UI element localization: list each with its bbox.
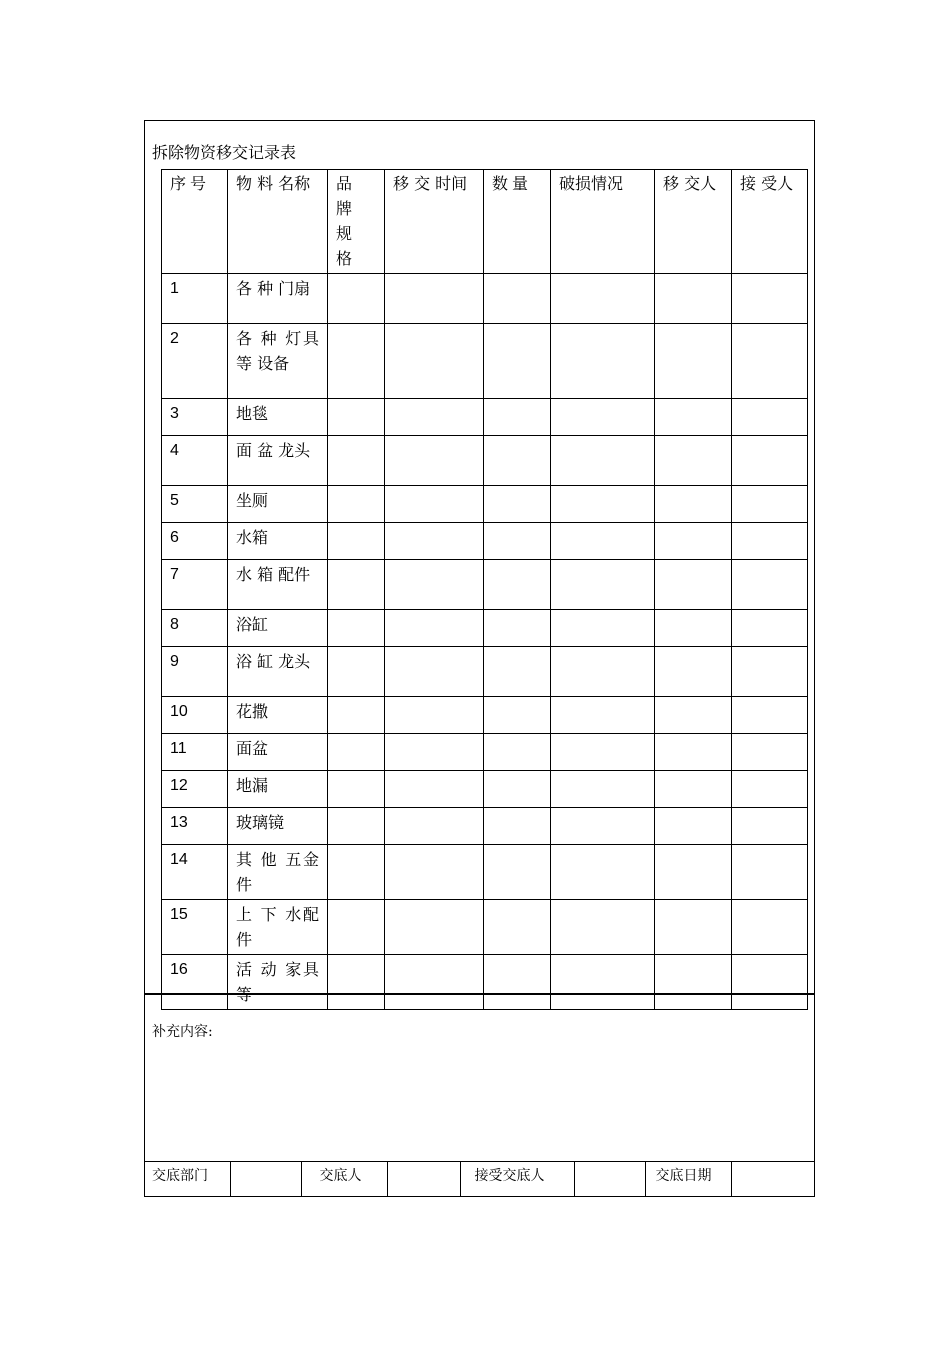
footer-receiver-field[interactable] [574, 1162, 645, 1198]
header-damage: 破损情况 [551, 170, 655, 274]
row-quantity-cell[interactable] [484, 399, 551, 436]
row-material-name: 花撒 [228, 697, 328, 734]
row-seq: 4 [162, 436, 228, 486]
row-receiver-cell[interactable] [732, 274, 808, 324]
row-transfer-time-cell[interactable] [385, 697, 484, 734]
row-handover-person-cell[interactable] [655, 436, 732, 486]
row-damage-cell[interactable] [551, 610, 655, 647]
row-damage-cell[interactable] [551, 274, 655, 324]
row-handover-person-cell[interactable] [655, 399, 732, 436]
footer-receiver-label: 接受交底人 [460, 1162, 574, 1198]
table-row [162, 734, 808, 771]
row-material-name: 各 种 门扇 [228, 274, 328, 324]
row-brand-spec-cell[interactable] [328, 274, 385, 324]
row-transfer-time-cell[interactable] [385, 900, 484, 955]
row-seq: 9 [162, 647, 228, 697]
table-row [162, 523, 808, 560]
row-handover-person-cell[interactable] [655, 734, 732, 771]
row-transfer-time-cell[interactable] [385, 771, 484, 808]
row-material-name: 其 他 五金件 [228, 845, 328, 900]
row-transfer-time-cell[interactable] [385, 560, 484, 610]
row-quantity-cell[interactable] [484, 560, 551, 610]
row-material-name: 面 盆 龙头 [228, 436, 328, 486]
header-handover-person: 移 交人 [655, 170, 732, 274]
materials-table [161, 169, 808, 1010]
row-receiver-cell[interactable] [732, 900, 808, 955]
table-row [162, 771, 808, 808]
footer-person-field[interactable] [387, 1162, 460, 1198]
row-quantity-cell[interactable] [484, 324, 551, 399]
row-brand-spec-cell[interactable] [328, 560, 385, 610]
row-receiver-cell[interactable] [732, 697, 808, 734]
row-material-name: 活 动 家具等 [228, 955, 328, 1010]
row-seq: 2 [162, 324, 228, 399]
row-handover-person-cell[interactable] [655, 647, 732, 697]
row-brand-spec-cell[interactable] [328, 808, 385, 845]
row-brand-spec-cell[interactable] [328, 955, 385, 1010]
row-damage-cell[interactable] [551, 808, 655, 845]
header-quantity: 数量 [484, 170, 551, 274]
footer-date-field[interactable] [731, 1162, 815, 1198]
footer-dept-label: 交底部门 [144, 1162, 230, 1198]
row-material-name: 各 种 灯具 等 设备 [228, 324, 328, 399]
row-receiver-cell[interactable] [732, 610, 808, 647]
form-title: 拆除物资移交记录表 [152, 143, 297, 162]
row-transfer-time-cell[interactable] [385, 647, 484, 697]
row-damage-cell[interactable] [551, 399, 655, 436]
row-receiver-cell[interactable] [732, 955, 808, 1010]
row-material-name: 浴 缸 龙头 [228, 647, 328, 697]
table-row [162, 560, 808, 610]
row-brand-spec-cell[interactable] [328, 523, 385, 560]
row-quantity-cell[interactable] [484, 697, 551, 734]
row-material-name: 玻璃镜 [228, 808, 328, 845]
table-row [162, 274, 808, 324]
row-seq: 6 [162, 523, 228, 560]
row-transfer-time-cell[interactable] [385, 610, 484, 647]
table-header-row [162, 170, 808, 274]
table-row [162, 610, 808, 647]
table-row [162, 486, 808, 523]
row-brand-spec-cell[interactable] [328, 610, 385, 647]
table-row [162, 808, 808, 845]
row-receiver-cell[interactable] [732, 523, 808, 560]
row-material-name: 坐厕 [228, 486, 328, 523]
row-receiver-cell[interactable] [732, 399, 808, 436]
row-receiver-cell[interactable] [732, 845, 808, 900]
table-row [162, 845, 808, 900]
row-brand-spec-cell[interactable] [328, 845, 385, 900]
row-damage-cell[interactable] [551, 523, 655, 560]
row-receiver-cell[interactable] [732, 734, 808, 771]
header-material-name: 物 料 名称 [228, 170, 328, 274]
row-damage-cell[interactable] [551, 697, 655, 734]
row-handover-person-cell[interactable] [655, 845, 732, 900]
row-receiver-cell[interactable] [732, 808, 808, 845]
row-receiver-cell[interactable] [732, 486, 808, 523]
row-transfer-time-cell[interactable] [385, 523, 484, 560]
row-damage-cell[interactable] [551, 771, 655, 808]
row-brand-spec-cell[interactable] [328, 647, 385, 697]
row-brand-spec-cell[interactable] [328, 324, 385, 399]
row-material-name: 地毯 [228, 399, 328, 436]
row-seq: 12 [162, 771, 228, 808]
row-damage-cell[interactable] [551, 324, 655, 399]
row-material-name: 水箱 [228, 523, 328, 560]
row-handover-person-cell[interactable] [655, 610, 732, 647]
row-seq: 8 [162, 610, 228, 647]
row-brand-spec-cell[interactable] [328, 734, 385, 771]
row-handover-person-cell[interactable] [655, 900, 732, 955]
row-material-name: 水 箱 配件 [228, 560, 328, 610]
header-seq: 序号 [162, 170, 228, 274]
header-transfer-time: 移 交 时间 [385, 170, 484, 274]
row-damage-cell[interactable] [551, 647, 655, 697]
row-seq: 13 [162, 808, 228, 845]
section-divider [144, 993, 815, 995]
header-brand-spec: 品牌规格 [328, 170, 385, 274]
row-receiver-cell[interactable] [732, 324, 808, 399]
row-receiver-cell[interactable] [732, 560, 808, 610]
row-seq: 3 [162, 399, 228, 436]
row-material-name: 面盆 [228, 734, 328, 771]
row-quantity-cell[interactable] [484, 955, 551, 1010]
row-handover-person-cell[interactable] [655, 697, 732, 734]
row-receiver-cell[interactable] [732, 647, 808, 697]
row-receiver-cell[interactable] [732, 436, 808, 486]
table-row [162, 900, 808, 955]
table-row [162, 697, 808, 734]
table-row [162, 647, 808, 697]
row-handover-person-cell[interactable] [655, 560, 732, 610]
row-seq: 10 [162, 697, 228, 734]
row-damage-cell[interactable] [551, 845, 655, 900]
row-brand-spec-cell[interactable] [328, 399, 385, 436]
row-material-name: 上 下 水配件 [228, 900, 328, 955]
footer-date-label: 交底日期 [645, 1162, 731, 1198]
row-transfer-time-cell[interactable] [385, 845, 484, 900]
row-transfer-time-cell[interactable] [385, 955, 484, 1010]
row-damage-cell[interactable] [551, 900, 655, 955]
row-seq: 5 [162, 486, 228, 523]
row-damage-cell[interactable] [551, 436, 655, 486]
row-material-name: 浴缸 [228, 610, 328, 647]
row-quantity-cell[interactable] [484, 610, 551, 647]
row-handover-person-cell[interactable] [655, 523, 732, 560]
row-quantity-cell[interactable] [484, 845, 551, 900]
row-transfer-time-cell[interactable] [385, 734, 484, 771]
supplement-label: 补充内容: [152, 1024, 213, 1040]
footer-dept-field[interactable] [230, 1162, 301, 1198]
row-damage-cell[interactable] [551, 560, 655, 610]
row-seq: 11 [162, 734, 228, 771]
row-quantity-cell[interactable] [484, 436, 551, 486]
row-brand-spec-cell[interactable] [328, 771, 385, 808]
footer-person-label: 交底人 [301, 1162, 387, 1198]
footer-table [144, 1161, 815, 1197]
row-seq: 7 [162, 560, 228, 610]
row-damage-cell[interactable] [551, 955, 655, 1010]
row-transfer-time-cell[interactable] [385, 324, 484, 399]
row-quantity-cell[interactable] [484, 900, 551, 955]
row-seq: 14 [162, 845, 228, 900]
row-brand-spec-cell[interactable] [328, 900, 385, 955]
row-damage-cell[interactable] [551, 734, 655, 771]
row-seq: 1 [162, 274, 228, 324]
row-quantity-cell[interactable] [484, 486, 551, 523]
row-quantity-cell[interactable] [484, 771, 551, 808]
row-handover-person-cell[interactable] [655, 486, 732, 523]
row-transfer-time-cell[interactable] [385, 274, 484, 324]
header-receiver: 接 受人 [732, 170, 808, 274]
row-quantity-cell[interactable] [484, 274, 551, 324]
row-handover-person-cell[interactable] [655, 274, 732, 324]
row-receiver-cell[interactable] [732, 771, 808, 808]
row-quantity-cell[interactable] [484, 808, 551, 845]
table-row [162, 324, 808, 399]
row-damage-cell[interactable] [551, 486, 655, 523]
row-seq: 16 [162, 955, 228, 1010]
row-quantity-cell[interactable] [484, 647, 551, 697]
row-brand-spec-cell[interactable] [328, 697, 385, 734]
row-transfer-time-cell[interactable] [385, 399, 484, 436]
row-handover-person-cell[interactable] [655, 324, 732, 399]
row-brand-spec-cell[interactable] [328, 486, 385, 523]
row-seq: 15 [162, 900, 228, 955]
row-quantity-cell[interactable] [484, 734, 551, 771]
table-row [162, 955, 808, 1010]
table-row [162, 436, 808, 486]
row-handover-person-cell[interactable] [655, 955, 732, 1010]
row-material-name: 地漏 [228, 771, 328, 808]
row-handover-person-cell[interactable] [655, 771, 732, 808]
row-transfer-time-cell[interactable] [385, 486, 484, 523]
row-handover-person-cell[interactable] [655, 808, 732, 845]
row-quantity-cell[interactable] [484, 523, 551, 560]
row-transfer-time-cell[interactable] [385, 808, 484, 845]
row-transfer-time-cell[interactable] [385, 436, 484, 486]
table-body [162, 274, 808, 1010]
table-row [162, 399, 808, 436]
row-brand-spec-cell[interactable] [328, 436, 385, 486]
